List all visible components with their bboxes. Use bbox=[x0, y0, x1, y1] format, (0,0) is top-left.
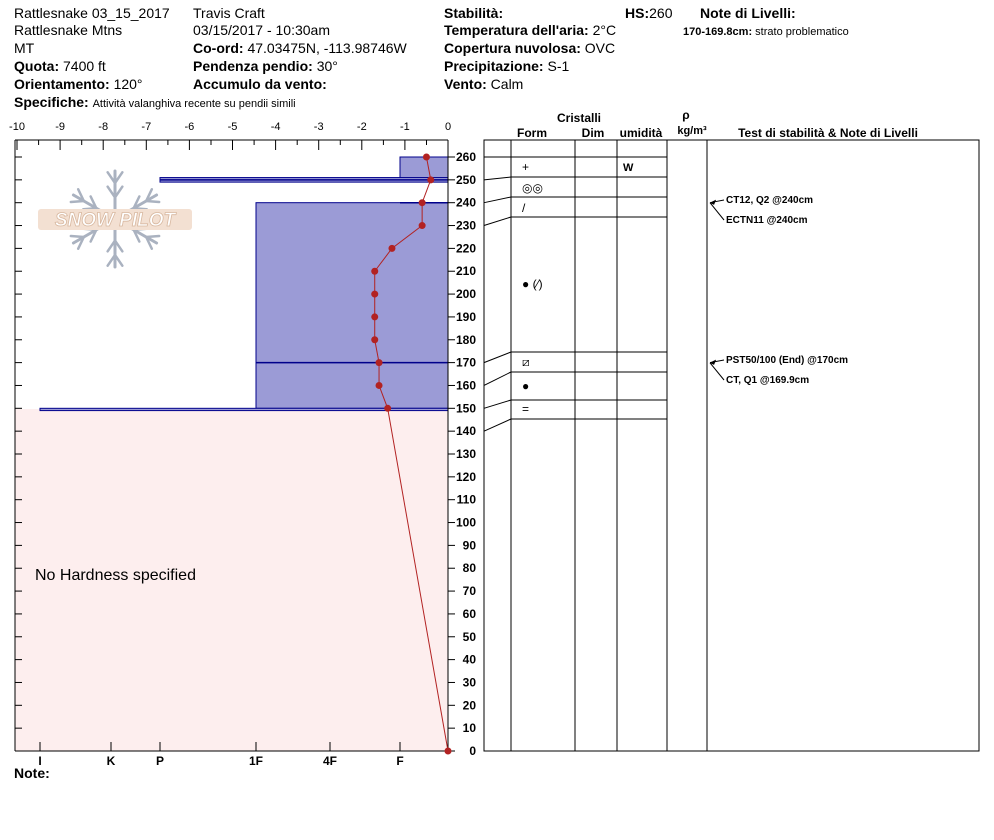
layer-connector bbox=[484, 419, 511, 431]
hs-value: 260 bbox=[649, 5, 673, 21]
aspect-value: 120° bbox=[113, 76, 143, 92]
height-tick-label: 70 bbox=[462, 584, 476, 599]
height-tick-label: 90 bbox=[462, 538, 476, 553]
site-title: Rattlesnake 03_15_2017 bbox=[14, 5, 170, 21]
height-tick-label: 170 bbox=[455, 355, 476, 370]
temperature-point bbox=[419, 222, 426, 229]
height-tick-label: 160 bbox=[455, 378, 476, 393]
stability-test-label: CT, Q1 @169.9cm bbox=[726, 375, 810, 386]
temperature-tick-label: 0 bbox=[444, 121, 452, 133]
height-tick-label: 80 bbox=[462, 561, 476, 576]
form-header: Form bbox=[517, 126, 547, 140]
hardness-tick-label: K bbox=[106, 754, 116, 768]
height-tick-label: 30 bbox=[462, 675, 476, 690]
no-hardness-label: No Hardness specified bbox=[35, 567, 196, 584]
layer-connector bbox=[484, 197, 511, 203]
wind-label: Vento: bbox=[444, 76, 487, 92]
temperature-point bbox=[427, 176, 434, 183]
cloud-value: OVC bbox=[584, 40, 616, 56]
height-tick-label: 260 bbox=[455, 150, 476, 164]
height-tick-label: 100 bbox=[455, 515, 476, 530]
crystal-form: = bbox=[522, 402, 530, 416]
wind-value: Calm bbox=[490, 76, 524, 92]
height-tick-label: 220 bbox=[455, 241, 476, 256]
layer-connector bbox=[484, 372, 511, 385]
state: MT bbox=[14, 40, 35, 56]
temperature-tick-label: -6 bbox=[184, 121, 195, 133]
height-tick-label: 130 bbox=[455, 447, 476, 461]
hardness-tick-label: I bbox=[38, 754, 42, 768]
layer-connector bbox=[484, 352, 511, 363]
date-time: 03/15/2017 - 10:30am bbox=[193, 22, 330, 38]
height-tick-label: 230 bbox=[455, 218, 476, 233]
density-header: kg/m³ bbox=[677, 125, 707, 137]
height-tick-label: 200 bbox=[455, 287, 476, 302]
hardness-tick-label: P bbox=[155, 754, 165, 768]
hardness-layer bbox=[256, 363, 448, 409]
wind-loading-label: Accumulo da vento: bbox=[193, 76, 327, 92]
layer-connector bbox=[484, 400, 511, 408]
crystal-table bbox=[484, 140, 979, 751]
temperature-point bbox=[423, 154, 430, 161]
specifics-label: Specifiche: bbox=[14, 94, 89, 110]
layer-connector bbox=[484, 217, 511, 226]
crystal-form: / bbox=[522, 201, 526, 215]
temperature-axis bbox=[0, 121, 451, 150]
temperature-point bbox=[388, 245, 395, 252]
stability-notes-header: Test di stabilità & Note di Livelli bbox=[738, 126, 918, 140]
temperature-point bbox=[371, 268, 378, 275]
layer-connector bbox=[484, 177, 511, 180]
elevation-label: Quota: bbox=[14, 58, 60, 74]
height-tick-label: 110 bbox=[456, 492, 476, 507]
slope-label: Pendenza pendio: bbox=[193, 58, 313, 74]
crystal-form: ● bbox=[522, 379, 530, 393]
range-name: Rattlesnake Mtns bbox=[14, 22, 123, 38]
size-header: Dim bbox=[581, 126, 605, 140]
height-tick-label: 240 bbox=[455, 195, 476, 210]
height-tick-label: 250 bbox=[455, 172, 476, 187]
temperature-tick-label: -1 bbox=[400, 121, 410, 133]
temperature-point bbox=[376, 382, 383, 389]
slope-value: 30° bbox=[316, 58, 338, 74]
temperature-tick-label: -10 bbox=[9, 121, 25, 133]
stability-test-label: PST50/100 (End) @170cm bbox=[726, 355, 849, 366]
temperature-tick-label: -4 bbox=[270, 121, 281, 133]
height-axis bbox=[448, 150, 476, 758]
precip-label: Precipitazione: bbox=[444, 58, 544, 74]
elevation-value: 7400 ft bbox=[63, 58, 106, 74]
moisture-header: umidità bbox=[619, 126, 663, 140]
hardness-layer bbox=[400, 157, 448, 180]
layer-note-text: strato problematico bbox=[755, 26, 849, 38]
cloud-label: Copertura nuvolosa: bbox=[444, 40, 581, 56]
height-tick-label: 10 bbox=[462, 721, 476, 736]
hs-label: HS: bbox=[625, 5, 650, 21]
temperature-tick-label: -8 bbox=[98, 121, 109, 133]
temperature-point bbox=[371, 291, 378, 298]
stability-arrow bbox=[710, 203, 724, 220]
precip-value: S-1 bbox=[547, 58, 570, 74]
temperature-tick-label: -2 bbox=[356, 121, 367, 133]
note-label: Note: bbox=[14, 765, 50, 781]
layer-notes-heading: Note di Livelli: bbox=[700, 5, 796, 21]
coord-value: 47.03475N, -113.98746W bbox=[247, 40, 407, 56]
coord-label: Co-ord: bbox=[193, 40, 244, 56]
height-tick-label: 210 bbox=[455, 264, 476, 279]
height-tick-label: 0 bbox=[469, 744, 476, 758]
crystal-form: ◎◎ bbox=[522, 181, 543, 195]
crystal-form: + bbox=[522, 160, 530, 174]
rho-header: ρ bbox=[682, 108, 690, 122]
crystal-moisture: W bbox=[623, 162, 634, 174]
hardness-tick-label: F bbox=[396, 754, 404, 768]
temperature-tick-label: -3 bbox=[313, 121, 324, 133]
crystal-form: ● (⁄) bbox=[522, 277, 543, 291]
crystal-form: ⧄ bbox=[522, 355, 530, 369]
stability-label: Stabilità: bbox=[444, 5, 504, 21]
crystals-header: Cristalli bbox=[556, 111, 602, 125]
stability-test-label: ECTN11 @240cm bbox=[726, 215, 808, 226]
height-tick-label: 60 bbox=[462, 606, 476, 621]
temperature-point bbox=[371, 313, 378, 320]
height-tick-label: 150 bbox=[455, 401, 476, 416]
stability-test-label: CT12, Q2 @240cm bbox=[726, 195, 814, 206]
stability-arrow bbox=[710, 363, 724, 380]
temperature-point bbox=[384, 405, 391, 412]
temperature-tick-label: -7 bbox=[141, 121, 152, 133]
air-temp-label: Temperatura dell'aria: bbox=[444, 22, 589, 38]
observer: Travis Craft bbox=[193, 5, 265, 21]
height-tick-label: 180 bbox=[455, 332, 476, 347]
temperature-tick-label: -5 bbox=[227, 121, 238, 133]
height-tick-label: 50 bbox=[462, 629, 476, 644]
snowpilot-logo bbox=[38, 209, 192, 231]
hardness-tick-label: 1F bbox=[248, 754, 264, 768]
temperature-point bbox=[376, 359, 383, 366]
temperature-tick-label: -9 bbox=[55, 121, 65, 133]
layer-note-range: 170-169.8cm: bbox=[683, 26, 753, 38]
temperature-point bbox=[419, 199, 426, 206]
height-tick-label: 190 bbox=[455, 309, 476, 324]
aspect-label: Orientamento: bbox=[14, 76, 110, 92]
hardness-layers bbox=[40, 157, 448, 411]
temperature-point bbox=[371, 336, 378, 343]
height-tick-label: 120 bbox=[455, 469, 476, 484]
height-tick-label: 40 bbox=[462, 652, 476, 667]
temperature-point bbox=[445, 748, 452, 755]
specifics-value: Attività valanghiva recente su pendii simili bbox=[92, 98, 296, 110]
height-tick-label: 140 bbox=[455, 424, 476, 439]
watermark-text: SNOW PILOT bbox=[54, 210, 176, 231]
hardness-tick-label: 4F bbox=[322, 754, 338, 768]
stability-tests bbox=[710, 195, 848, 386]
height-tick-label: 20 bbox=[462, 698, 476, 713]
air-temp-value: 2°C bbox=[592, 22, 617, 38]
